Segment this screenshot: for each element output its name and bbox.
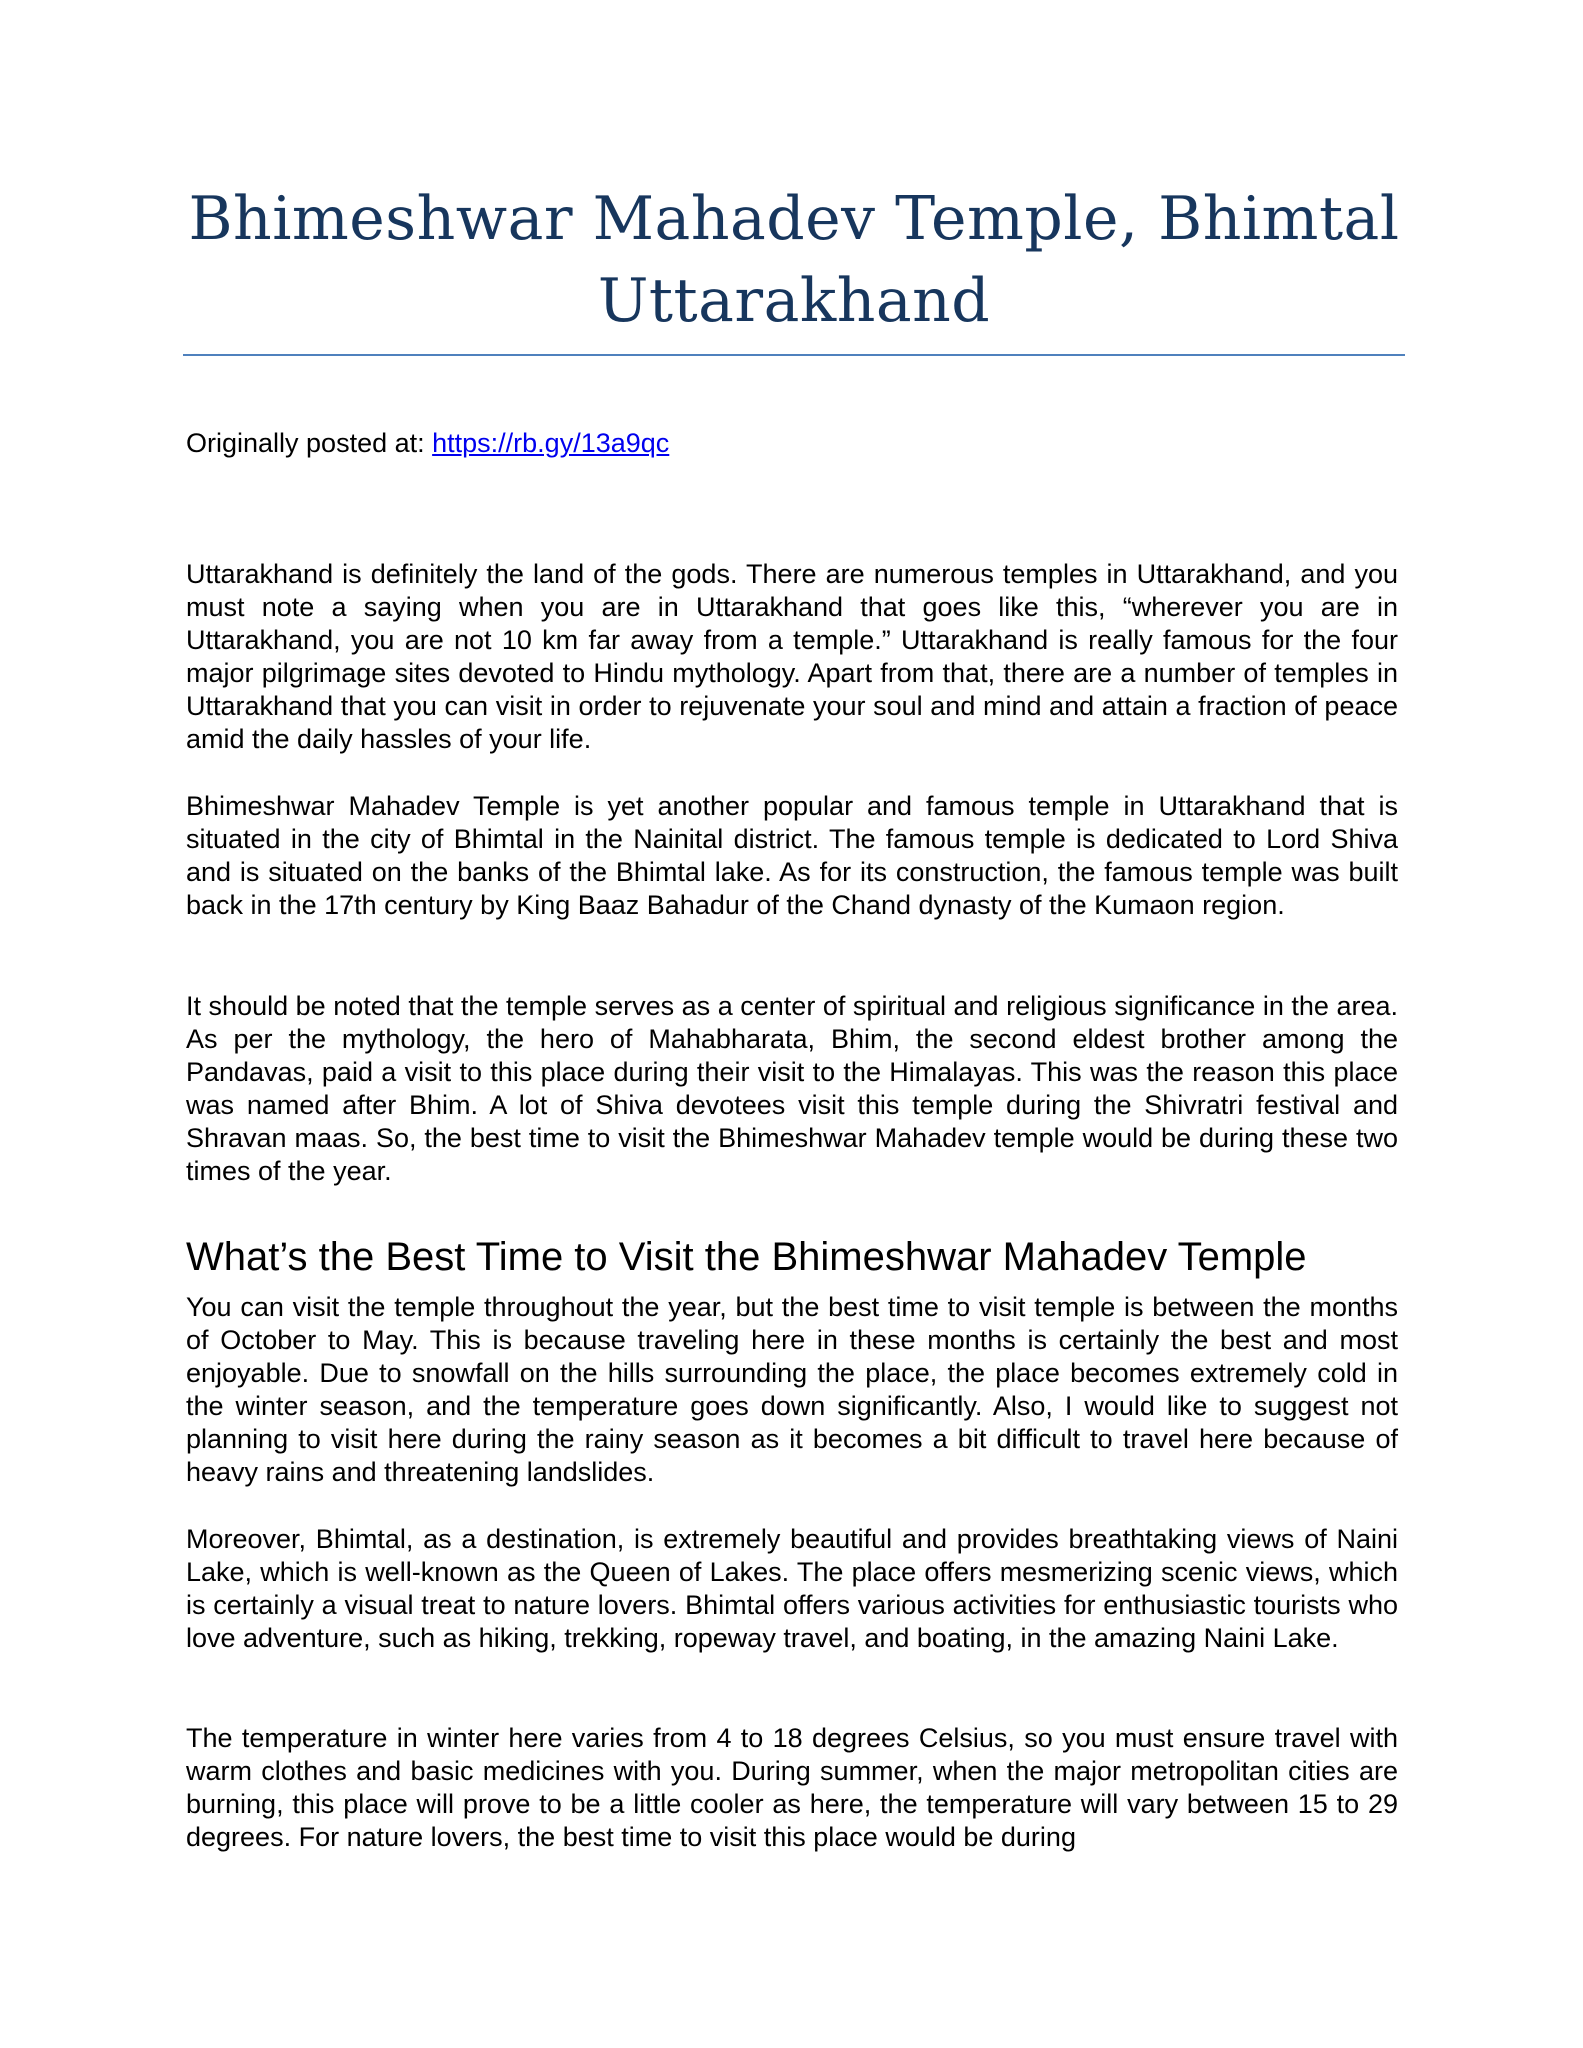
document-title [183, 178, 1405, 342]
paragraph-intro: Uttarakhand is definitely the land of the gods. There are numerous temples in Uttarakhand, and you must note a saying when you are in Uttarakhand that goes like this, “wherever you are in Uttarakhand, you are not 10 km far away from a temple.” Uttarakhand is really famous for the four major pilgrimage sites devoted to Hindu mythology. Apart from that, there are a number of temples in Uttarakhand that you can visit in order to rejuvenate your soul and mind and attain a fraction of peace amid the daily hassles of your life. [186, 559, 1398, 754]
section-heading: What’s the Best Time to Visit the Bhimeshwar Mahadev Temple [186, 1235, 1307, 1279]
origin-link[interactable]: https://rb.gy/13a9qc [432, 428, 670, 458]
paragraph-temple-location: Bhimeshwar Mahadev Temple is yet another popular and famous temple in Uttarakhand that is situated in the city of Bhimtal in the Nainital district. The famous temple is dedicated to Lord Shiva and is situated on the banks of the Bhimtal lake. As for its construction, the famous temple was built back in the 17th century by King Baaz Bahadur of the Chand dynasty of the Kumaon region. [186, 791, 1398, 920]
title-line-1: Bhimeshwar Mahadev Temple, Bhimtal [188, 184, 1400, 254]
title-line-2: Uttarakhand [597, 266, 991, 336]
paragraph-bhimtal-destination: Moreover, Bhimtal, as a destination, is extremely beautiful and provides breathtaking views of Naini Lake, which is well-known as the Queen of Lakes. The place offers mesmerizing scenic views, which is certainly a visual treat to nature lovers. Bhimtal offers various activities for enthusiastic tourists who love adventure, such as hiking, trekking, ropeway travel, and boating, in the amazing Naini Lake. [186, 1524, 1398, 1653]
paragraph-temperature: The temperature in winter here varies from 4 to 18 degrees Celsius, so you must ensure travel with warm clothes and basic medicines with you. During summer, when the major metropolitan cities are burning, this place will prove to be a little cooler as here, the temperature will vary between 15 to 29 degrees. For nature lovers, the best time to visit this place would be during [186, 1723, 1398, 1852]
origin-line [186, 427, 669, 460]
paragraph-best-time: You can visit the temple throughout the year, but the best time to visit temple is between the months of October to May. This is because traveling here in these months is certainly the best and most enjoyable. Due to snowfall on the hills surrounding the place, the place becomes extremely cold in the winter season, and the temperature goes down significantly. Also, I would like to suggest not planning to visit here during the rainy season as it becomes a bit difficult to travel here because of heavy rains and threatening landslides. [186, 1292, 1398, 1487]
origin-label: Originally posted at: [186, 428, 433, 458]
paragraph-mythology: It should be noted that the temple serves as a center of spiritual and religious significance in the area. As per the mythology, the hero of Mahabharata, Bhim, the second eldest brother among the Pandavas, paid a visit to this place during their visit to the Himalayas. This was the reason this place was named after Bhim. A lot of Shiva devotees visit this temple during the Shivratri festival and Shravan maas. So, the best time to visit the Bhimeshwar Mahadev temple would be during these two times of the year. [186, 991, 1398, 1186]
title-divider [183, 354, 1405, 356]
